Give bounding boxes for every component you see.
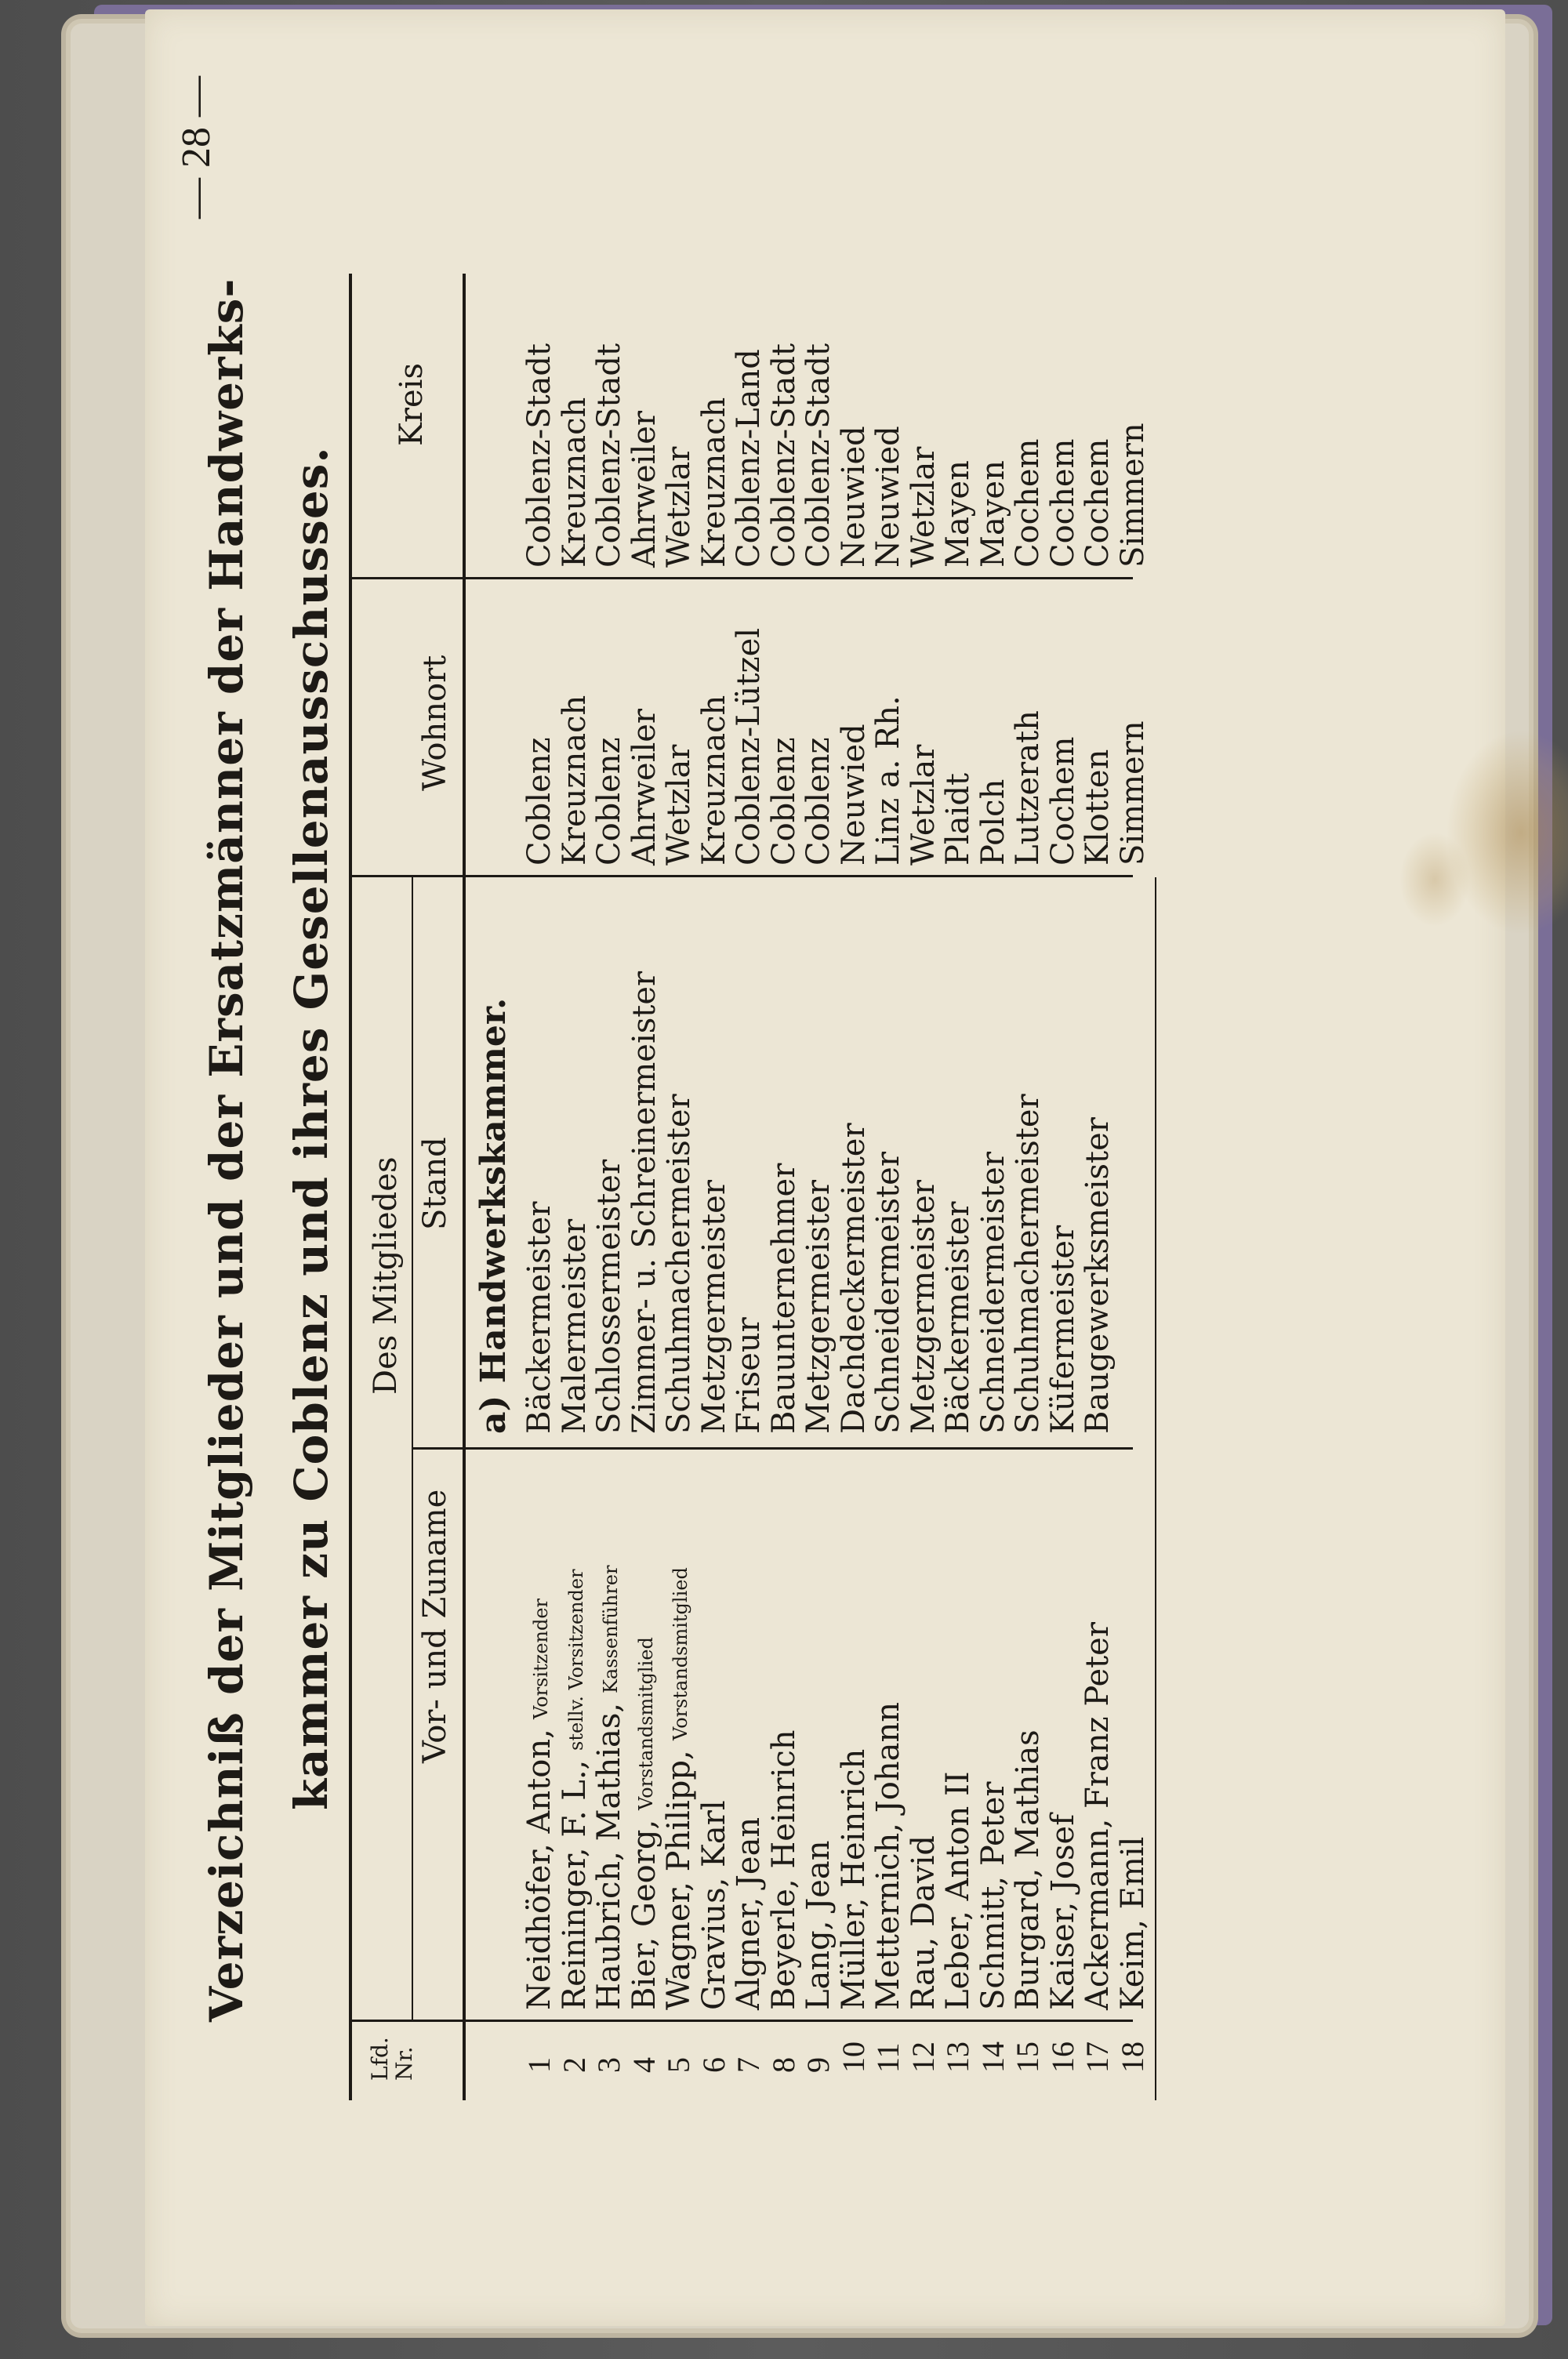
- member-kreis: Simmern: [1115, 423, 1151, 568]
- member-name: Metternich, Johann: [870, 1702, 906, 2010]
- member-stand: Schuhmachermeister: [661, 1094, 697, 1434]
- member-name: Haubrich, Mathias,: [591, 1702, 627, 2010]
- member-stand: Bäckermeister: [940, 1201, 976, 1434]
- row-number: 4: [626, 2057, 662, 2073]
- member-name: Müller, Heinrich: [836, 1748, 872, 2010]
- member-role: Vorstandsmitglied: [635, 1637, 657, 1810]
- member-kreis: Coblenz-Stadt: [800, 343, 837, 568]
- member-kreis: Cochem: [1080, 438, 1116, 568]
- row-number: 12: [906, 2041, 941, 2073]
- member-wohnort: Kreuznach: [557, 695, 593, 866]
- member-name: Gravius, Karl: [696, 1800, 732, 2010]
- member-kreis: Wetzlar: [661, 446, 697, 568]
- column-group-rule: [412, 877, 413, 2022]
- row-number: 11: [870, 2042, 906, 2073]
- member-wohnort: Lutzerath: [1010, 710, 1046, 866]
- member-name: Beyerle, Heinrich: [766, 1729, 802, 2010]
- row-number: 1: [521, 2057, 557, 2073]
- member-kreis: Kreuznach: [696, 397, 732, 568]
- column-divider-4: [349, 577, 1133, 579]
- member-stand: Bauunternehmer: [766, 1163, 802, 1434]
- row-number: 14: [975, 2041, 1011, 2073]
- member-wohnort: Coblenz-Lützel: [731, 627, 767, 866]
- section-a-title: a) Handwerkskammer.: [474, 997, 514, 1434]
- member-wohnort: Coblenz: [766, 737, 802, 866]
- member-stand: Küfermeister: [1045, 1225, 1081, 1434]
- row-number: 6: [696, 2057, 731, 2073]
- member-kreis: Coblenz-Land: [731, 349, 767, 568]
- member-name: Algner, Jean: [731, 1816, 767, 2010]
- member-name: Keim, Emil: [1115, 1836, 1151, 2010]
- member-name: Burgard, Mathias: [1010, 1729, 1046, 2010]
- row-number: 9: [800, 2057, 836, 2073]
- member-kreis: Coblenz-Stadt: [521, 343, 557, 568]
- member-stand: Zimmer- u. Schreinermeister: [626, 971, 662, 1434]
- member-wohnort: Plaidt: [940, 772, 976, 866]
- row-number: 15: [1010, 2041, 1045, 2073]
- column-group-label: Des Mitgliedes: [368, 1156, 404, 1395]
- table-top-rule: [349, 274, 352, 2100]
- column-header-lfd-nr: Lfd. Nr.: [367, 2037, 417, 2081]
- header-bottom-rule: [463, 274, 466, 2100]
- member-kreis: Wetzlar: [906, 446, 942, 568]
- member-name: Lang, Jean: [800, 1840, 837, 2010]
- member-wohnort: Wetzlar: [906, 744, 942, 866]
- member-stand: Metzgermeister: [800, 1180, 837, 1434]
- page-number: — 28 —: [174, 76, 219, 219]
- member-wohnort: Neuwied: [836, 724, 872, 866]
- row-number: 8: [766, 2057, 801, 2073]
- member-stand: Metzgermeister: [696, 1180, 732, 1434]
- row-number: 16: [1045, 2041, 1080, 2073]
- member-stand: Schuhmachermeister: [1010, 1094, 1046, 1434]
- row-number: 18: [1115, 2041, 1150, 2073]
- member-stand: Schneidermeister: [975, 1152, 1011, 1434]
- row-number: 17: [1080, 2041, 1115, 2073]
- column-divider-1: [349, 2020, 1133, 2022]
- member-stand: Dachdeckermeister: [836, 1123, 872, 1434]
- member-name: Leber, Anton II: [940, 1771, 976, 2010]
- member-wohnort: Simmern: [1115, 720, 1151, 866]
- member-stand: Metzgermeister: [906, 1180, 942, 1434]
- member-stand: Schlossermeister: [591, 1159, 627, 1434]
- member-kreis: Coblenz-Stadt: [766, 343, 802, 568]
- member-role: stellv. Vorsitzender: [565, 1569, 587, 1751]
- member-name: Schmitt, Peter: [975, 1781, 1011, 2010]
- member-wohnort: Kreuznach: [696, 695, 732, 866]
- member-name: Bier, Georg,: [626, 1819, 662, 2010]
- member-role: Vorstandsmitglied: [670, 1567, 691, 1740]
- row-number: 7: [731, 2057, 766, 2073]
- member-role: Vorsitzender: [530, 1598, 552, 1719]
- member-stand: Friseur: [731, 1317, 767, 1434]
- member-kreis: Neuwied: [870, 426, 906, 568]
- member-wohnort: Coblenz: [521, 737, 557, 866]
- member-wohnort: Polch: [975, 778, 1011, 866]
- row-number: 13: [940, 2041, 975, 2073]
- page-title-line-2: kammer zu Coblenz und ihres Gesellenausschusses.: [285, 446, 338, 1810]
- member-wohnort: Coblenz: [591, 737, 627, 866]
- member-kreis: Mayen: [975, 460, 1011, 568]
- member-name: Rau, David: [906, 1835, 942, 2010]
- member-name: Ackermann, Franz Peter: [1080, 1622, 1116, 2010]
- row-number: 3: [591, 2057, 626, 2073]
- member-name: Neidhöfer, Anton,: [521, 1729, 557, 2010]
- column-header-wohnort: Wohnort: [417, 655, 453, 791]
- column-divider-2: [412, 1447, 1133, 1450]
- member-wohnort: Ahrweiler: [626, 708, 662, 866]
- member-wohnort: Linz a. Rh.: [870, 695, 906, 866]
- row-number: 5: [661, 2057, 696, 2073]
- row-number: 2: [557, 2057, 592, 2073]
- member-name: Kaiser, Josef: [1045, 1814, 1081, 2010]
- member-kreis: Cochem: [1045, 438, 1081, 568]
- member-kreis: Ahrweiler: [626, 410, 662, 568]
- member-kreis: Kreuznach: [557, 397, 593, 568]
- page-title-line-1: Verzeichniß der Mitglieder und der Ersatzmänner der Handwerks-: [200, 278, 253, 2022]
- row-number: 10: [836, 2041, 871, 2073]
- table-bottom-rule: [1155, 877, 1156, 2100]
- column-header-stand: Stand: [417, 1137, 453, 1230]
- member-stand: Schneidermeister: [870, 1152, 906, 1434]
- member-stand: Malermeister: [557, 1218, 593, 1434]
- member-name: Reininger, F. L.,: [557, 1759, 593, 2010]
- member-wohnort: Klotten: [1080, 749, 1116, 866]
- member-role: Kassenführer: [600, 1565, 622, 1693]
- member-kreis: Mayen: [940, 460, 976, 568]
- member-stand: Bäckermeister: [521, 1201, 557, 1434]
- member-name: Wagner, Philipp,: [661, 1750, 697, 2010]
- member-wohnort: Coblenz: [800, 737, 837, 866]
- member-kreis: Neuwied: [836, 426, 872, 568]
- member-kreis: Cochem: [1010, 438, 1046, 568]
- member-wohnort: Cochem: [1045, 736, 1081, 866]
- column-divider-3: [349, 875, 1133, 877]
- column-header-kreis: Kreis: [394, 363, 430, 446]
- member-kreis: Coblenz-Stadt: [591, 343, 627, 568]
- member-stand: Baugewerksmeister: [1080, 1117, 1116, 1434]
- member-wohnort: Wetzlar: [661, 744, 697, 866]
- column-header-name: Vor- und Zuname: [417, 1489, 453, 1763]
